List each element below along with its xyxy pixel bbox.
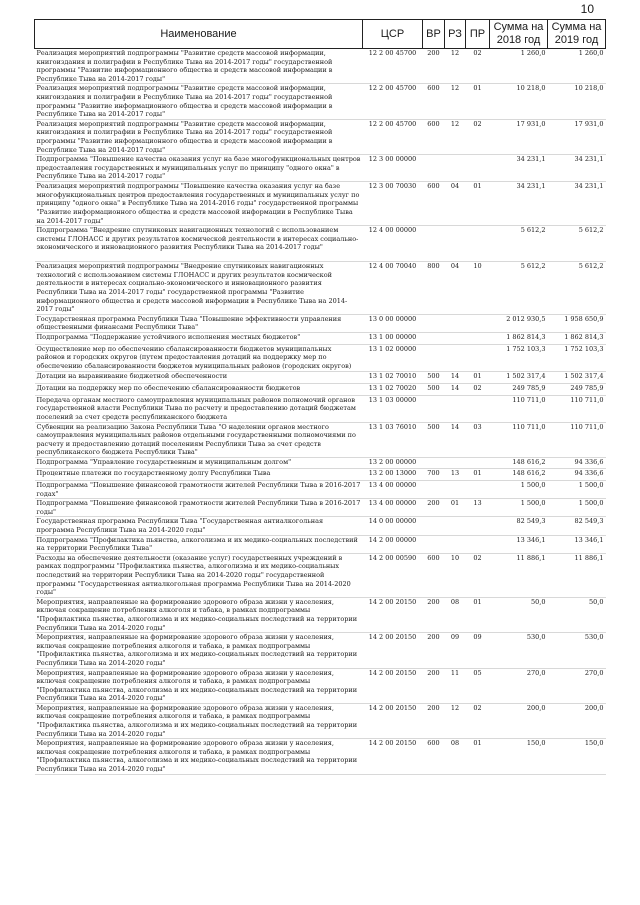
row-csr: 13 4 00 00000: [363, 499, 423, 517]
table-row: [35, 371, 606, 383]
row-name: Подпрограмма "Внедрение спутниковых навигационных технологий с использованием системы ГЛОНАСС и других результатов космической деятельности в интересах социально-экономического и инновационного развития Республики Тыва на 2014-2017 годы": [35, 226, 363, 262]
row-sum-2019: 11 886,1: [548, 553, 606, 597]
row-name: Реализация мероприятий подпрограммы "Повышение качества оказания услуг на базе многофункциональных центров предоставления государственных и муниципальных услуг по принципу "одного окна" в Республике Тыва на 2014-2016 годы" государственной программы "Развитие информационного общества и средств массовой информации в Республике Тыва на 2014-2017 годы": [35, 182, 363, 226]
row-sum-2019: 94 336,6: [548, 469, 606, 481]
row-vr: 500: [423, 383, 445, 395]
row-sum-2018: 1 500,0: [490, 481, 548, 499]
row-name: Подпрограмма "Повышение финансовой грамотности жителей Республики Тыва в 2016-2017 годы": [35, 499, 363, 517]
row-vr: 200: [423, 633, 445, 668]
row-pr: [466, 517, 490, 535]
row-sum-2019: 5 612,2: [548, 226, 606, 262]
row-vr: [423, 155, 445, 182]
table-row: [35, 182, 606, 226]
row-csr: 12 4 00 70040: [363, 262, 423, 315]
row-vr: [423, 226, 445, 262]
row-name: Мероприятия, направленные на формирование здорового образа жизни у населения, включая сокращение потребления алкоголя и табака, в рамках подпрограммы "Профилактика пьянства, алкоголизма и их медико-социальных последствий на территории Республики Тыва на 2014-2020 годы": [35, 597, 363, 632]
row-rz: 09: [445, 633, 466, 668]
header-sum-2019: Сумма на 2019 год: [548, 20, 606, 49]
row-sum-2018: 110 711,0: [490, 422, 548, 457]
row-rz: 14: [445, 383, 466, 395]
row-rz: [445, 155, 466, 182]
row-name: Подпрограмма "Профилактика пьянства, алкоголизма и их медико-социальных последствий на территории Республики Тыва": [35, 535, 363, 553]
row-sum-2019: 150,0: [548, 739, 606, 774]
row-sum-2018: 34 231,1: [490, 155, 548, 182]
row-csr: 14 2 00 00590: [363, 553, 423, 597]
row-rz: 04: [445, 262, 466, 315]
row-pr: 02: [466, 49, 490, 84]
row-pr: [466, 332, 490, 344]
row-sum-2018: 2 012 930,5: [490, 314, 548, 332]
header-rz: РЗ: [445, 20, 466, 49]
row-pr: [466, 155, 490, 182]
row-vr: [423, 481, 445, 499]
row-pr: 01: [466, 84, 490, 119]
row-rz: 12: [445, 119, 466, 154]
header-sum-2018: Сумма на 2018 год: [490, 20, 548, 49]
row-pr: [466, 481, 490, 499]
row-sum-2018: 11 886,1: [490, 553, 548, 597]
header-name: Наименование: [35, 20, 363, 49]
table-row: [35, 703, 606, 738]
row-csr: 14 2 00 00000: [363, 535, 423, 553]
row-sum-2018: 110 711,0: [490, 395, 548, 422]
row-name: Мероприятия, направленные на формирование здорового образа жизни у населения, включая сокращение потребления алкоголя и табака, в рамках подпрограммы "Профилактика пьянства, алкоголизма и их медико-социальных последствий на территории Республики Тыва на 2014-2020 годы": [35, 668, 363, 703]
header-pr: ПР: [466, 20, 490, 49]
row-vr: [423, 332, 445, 344]
row-csr: 13 1 02 70020: [363, 383, 423, 395]
row-sum-2019: 200,0: [548, 703, 606, 738]
row-csr: 13 1 03 76010: [363, 422, 423, 457]
row-name: Подпрограмма "Поддержание устойчивого исполнения местных бюджетов": [35, 332, 363, 344]
row-sum-2018: 148 616,2: [490, 469, 548, 481]
row-rz: [445, 458, 466, 469]
row-rz: [445, 395, 466, 422]
row-rz: 12: [445, 84, 466, 119]
row-sum-2019: 34 231,1: [548, 182, 606, 226]
row-vr: 700: [423, 469, 445, 481]
row-sum-2019: 94 336,6: [548, 458, 606, 469]
row-pr: [466, 226, 490, 262]
row-vr: 600: [423, 84, 445, 119]
row-rz: [445, 517, 466, 535]
table-row: [35, 49, 606, 84]
row-sum-2019: 110 711,0: [548, 395, 606, 422]
row-vr: [423, 535, 445, 553]
row-sum-2018: 17 931,0: [490, 119, 548, 154]
row-csr: 14 2 00 20150: [363, 668, 423, 703]
table-row: [35, 633, 606, 668]
row-rz: 11: [445, 668, 466, 703]
row-name: Субвенции на реализацию Закона Республики Тыва "О наделении органов местного самоуправления муниципальных районов отдельными государственными полномочиями по расчету и предоставлению дотаций поселениям Республики Тыва за счет средств республиканского бюджета Республики Тыва": [35, 422, 363, 457]
table-row: [35, 481, 606, 499]
row-sum-2018: 249 785,9: [490, 383, 548, 395]
row-vr: [423, 395, 445, 422]
row-csr: 14 2 00 20150: [363, 739, 423, 774]
row-sum-2018: 10 218,0: [490, 84, 548, 119]
row-sum-2018: 150,0: [490, 739, 548, 774]
row-rz: 14: [445, 371, 466, 383]
row-sum-2019: 5 612,2: [548, 262, 606, 315]
row-vr: [423, 344, 445, 371]
row-sum-2018: 82 549,3: [490, 517, 548, 535]
row-pr: 10: [466, 262, 490, 315]
row-sum-2019: 1 958 650,9: [548, 314, 606, 332]
row-pr: 01: [466, 469, 490, 481]
row-csr: 13 1 03 00000: [363, 395, 423, 422]
row-pr: 01: [466, 371, 490, 383]
page-number: 10: [580, 2, 594, 16]
row-vr: 200: [423, 49, 445, 84]
row-csr: 13 0 00 00000: [363, 314, 423, 332]
row-pr: 02: [466, 553, 490, 597]
row-pr: [466, 535, 490, 553]
table-row: [35, 226, 606, 262]
row-name: Дотации на выравнивание бюджетной обеспеченности: [35, 371, 363, 383]
row-sum-2019: 1 862 814,3: [548, 332, 606, 344]
row-csr: 14 2 00 20150: [363, 597, 423, 632]
row-rz: 12: [445, 703, 466, 738]
table-row: [35, 155, 606, 182]
row-csr: 12 3 00 00000: [363, 155, 423, 182]
row-sum-2018: 1 862 814,3: [490, 332, 548, 344]
budget-table: [34, 19, 606, 775]
row-vr: 500: [423, 422, 445, 457]
table-row: [35, 458, 606, 469]
row-name: Дотации на поддержку мер по обеспечению сбалансированности бюджетов: [35, 383, 363, 395]
row-sum-2019: 270,0: [548, 668, 606, 703]
row-name: Подпрограмма "Повышение качества оказания услуг на базе многофункциональных центров предоставления государственных и муниципальных услуг по принципу "одного окна" в Республике Тыва на 2014-2017 годы": [35, 155, 363, 182]
row-name: Реализация мероприятий подпрограммы "Развитие средств массовой информации, книгоиздания и полиграфии в Республике Тыва на 2014-2017 годы" государственной программы "Развитие информационного общества и средств массовой информации в Республике Тыва на 2014-2017 годы": [35, 49, 363, 84]
row-sum-2018: 5 612,2: [490, 262, 548, 315]
row-rz: 08: [445, 739, 466, 774]
row-sum-2018: 50,0: [490, 597, 548, 632]
row-name: Государственная программа Республики Тыва "Государственная антиалкогольная программа Республики Тыва на 2014-2020 годы": [35, 517, 363, 535]
table-row: [35, 344, 606, 371]
row-rz: 14: [445, 422, 466, 457]
row-csr: 13 2 00 00000: [363, 458, 423, 469]
table-row: [35, 553, 606, 597]
row-pr: 01: [466, 182, 490, 226]
row-csr: 13 1 02 70010: [363, 371, 423, 383]
table-header: [35, 20, 606, 49]
row-rz: 10: [445, 553, 466, 597]
row-sum-2018: 1 752 103,3: [490, 344, 548, 371]
row-sum-2019: 1 500,0: [548, 499, 606, 517]
table-row: [35, 119, 606, 154]
row-pr: 02: [466, 703, 490, 738]
header-csr: ЦСР: [363, 20, 423, 49]
row-rz: [445, 314, 466, 332]
table-row: [35, 499, 606, 517]
row-name: Передача органам местного самоуправления муниципальных районов полномочий органов государственной власти Республики Тыва по расчету и предоставлению дотаций бюджетам поселений за счет средств республиканского бюджета: [35, 395, 363, 422]
row-csr: 13 4 00 00000: [363, 481, 423, 499]
row-rz: 08: [445, 597, 466, 632]
row-rz: [445, 226, 466, 262]
row-rz: [445, 535, 466, 553]
row-csr: 13 1 00 00000: [363, 332, 423, 344]
row-name: Расходы на обеспечение деятельности (оказание услуг) государственных учреждений в рамках подпрограммы "Профилактика пьянства, алкоголизма и их медико-социальных последствий на территории Республики Тыва на 2014-2020 годы" государственной программы "Государственная антиалкогольная программа Республики Тыва на 2014-2020 годы": [35, 553, 363, 597]
row-sum-2019: 1 752 103,3: [548, 344, 606, 371]
row-vr: 600: [423, 119, 445, 154]
row-name: Реализация мероприятий подпрограммы "Внедрение спутниковых навигационных технологий с использованием системы ГЛОНАСС и других результатов космической деятельности в интересах социально-экономического и инновационного развития Республики Тыва на 2014-2017 годы" государственной программы "Развитие информационного общества и средств массовой информации в Республике Тыва на 2014-2017 годы": [35, 262, 363, 315]
row-sum-2018: 200,0: [490, 703, 548, 738]
row-pr: 13: [466, 499, 490, 517]
row-sum-2019: 530,0: [548, 633, 606, 668]
table-row: [35, 262, 606, 315]
row-name: Реализация мероприятий подпрограммы "Развитие средств массовой информации, книгоиздания и полиграфии в Республике Тыва на 2014-2017 годы" государственной программы "Развитие информационного общества и средств массовой информации в Республике Тыва на 2014-2017 годы": [35, 119, 363, 154]
header-vr: ВР: [423, 20, 445, 49]
row-vr: [423, 314, 445, 332]
row-sum-2019: 13 346,1: [548, 535, 606, 553]
row-pr: [466, 344, 490, 371]
row-csr: 12 2 00 45700: [363, 49, 423, 84]
row-vr: 800: [423, 262, 445, 315]
row-csr: 14 2 00 20150: [363, 703, 423, 738]
row-sum-2018: 13 346,1: [490, 535, 548, 553]
row-pr: 05: [466, 668, 490, 703]
row-rz: 04: [445, 182, 466, 226]
row-vr: 600: [423, 182, 445, 226]
row-vr: 600: [423, 553, 445, 597]
row-sum-2018: 148 616,2: [490, 458, 548, 469]
row-csr: 13 1 02 00000: [363, 344, 423, 371]
row-vr: 600: [423, 739, 445, 774]
row-pr: 09: [466, 633, 490, 668]
row-vr: 200: [423, 668, 445, 703]
row-vr: 200: [423, 499, 445, 517]
row-name: Подпрограмма "Повышение финансовой грамотности жителей Республики Тыва в 2016-2017 годах": [35, 481, 363, 499]
row-vr: [423, 517, 445, 535]
row-sum-2019: 1 500,0: [548, 481, 606, 499]
row-vr: 500: [423, 371, 445, 383]
row-pr: [466, 395, 490, 422]
table-row: [35, 535, 606, 553]
row-pr: [466, 314, 490, 332]
row-name: Процентные платежи по государственному долгу Республики Тыва: [35, 469, 363, 481]
row-sum-2018: 1 260,0: [490, 49, 548, 84]
row-sum-2018: 34 231,1: [490, 182, 548, 226]
table-row: [35, 469, 606, 481]
row-rz: [445, 332, 466, 344]
table-row: [35, 84, 606, 119]
table-row: [35, 597, 606, 632]
row-sum-2019: 34 231,1: [548, 155, 606, 182]
row-pr: 01: [466, 597, 490, 632]
table-row: [35, 422, 606, 457]
row-pr: 01: [466, 739, 490, 774]
row-name: Мероприятия, направленные на формирование здорового образа жизни у населения, включая сокращение потребления алкоголя и табака, в рамках подпрограммы "Профилактика пьянства, алкоголизма и их медико-социальных последствий на территории Республики Тыва на 2014-2020 годы": [35, 739, 363, 774]
row-name: Подпрограмма "Управление государственным и муниципальным долгом": [35, 458, 363, 469]
row-csr: 12 4 00 00000: [363, 226, 423, 262]
row-sum-2019: 17 931,0: [548, 119, 606, 154]
row-name: Мероприятия, направленные на формирование здорового образа жизни у населения, включая сокращение потребления алкоголя и табака, в рамках подпрограммы "Профилактика пьянства, алкоголизма и их медико-социальных последствий на территории Республики Тыва на 2014-2020 годы": [35, 703, 363, 738]
row-sum-2018: 530,0: [490, 633, 548, 668]
row-name: Мероприятия, направленные на формирование здорового образа жизни у населения, включая сокращение потребления алкоголя и табака, в рамках подпрограммы "Профилактика пьянства, алкоголизма и их медико-социальных последствий на территории Республики Тыва на 2014-2020 годы": [35, 633, 363, 668]
row-sum-2019: 1 502 317,4: [548, 371, 606, 383]
row-name: Государственная программа Республики Тыва "Повышение эффективности управления общественными финансами Республики Тыва": [35, 314, 363, 332]
table-row: [35, 332, 606, 344]
table-row: [35, 383, 606, 395]
table-row: [35, 517, 606, 535]
row-rz: 13: [445, 469, 466, 481]
row-pr: 03: [466, 422, 490, 457]
table-row: [35, 739, 606, 774]
row-sum-2019: 10 218,0: [548, 84, 606, 119]
row-name: Реализация мероприятий подпрограммы "Развитие средств массовой информации, книгоиздания и полиграфии в Республике Тыва на 2014-2017 годы" государственной программы "Развитие информационного общества и средств массовой информации в Республике Тыва на 2014-2017 годы": [35, 84, 363, 119]
table-row: [35, 668, 606, 703]
row-sum-2018: 1 500,0: [490, 499, 548, 517]
row-rz: [445, 344, 466, 371]
row-csr: 12 3 00 70030: [363, 182, 423, 226]
row-vr: 200: [423, 703, 445, 738]
row-sum-2018: 270,0: [490, 668, 548, 703]
table-row: [35, 395, 606, 422]
table-body: [35, 49, 606, 775]
row-sum-2019: 82 549,3: [548, 517, 606, 535]
table-row: [35, 314, 606, 332]
row-sum-2019: 249 785,9: [548, 383, 606, 395]
row-sum-2019: 50,0: [548, 597, 606, 632]
row-pr: [466, 458, 490, 469]
row-csr: 13 2 00 13000: [363, 469, 423, 481]
row-sum-2018: 1 502 317,4: [490, 371, 548, 383]
row-pr: 02: [466, 383, 490, 395]
row-sum-2019: 1 260,0: [548, 49, 606, 84]
row-vr: [423, 458, 445, 469]
row-csr: 12 2 00 45700: [363, 84, 423, 119]
row-sum-2018: 5 612,2: [490, 226, 548, 262]
row-rz: 12: [445, 49, 466, 84]
row-name: Осуществление мер по обеспечению сбалансированности бюджетов муниципальных районов и городских округов (путем предоставления дотаций на поддержку мер по обеспечению сбалансированности бюджетов муниципальных районов (городских округов): [35, 344, 363, 371]
row-sum-2019: 110 711,0: [548, 422, 606, 457]
row-rz: 01: [445, 499, 466, 517]
row-vr: 200: [423, 597, 445, 632]
row-csr: 12 2 00 45700: [363, 119, 423, 154]
row-csr: 14 2 00 20150: [363, 633, 423, 668]
row-rz: [445, 481, 466, 499]
row-pr: 02: [466, 119, 490, 154]
row-csr: 14 0 00 00000: [363, 517, 423, 535]
